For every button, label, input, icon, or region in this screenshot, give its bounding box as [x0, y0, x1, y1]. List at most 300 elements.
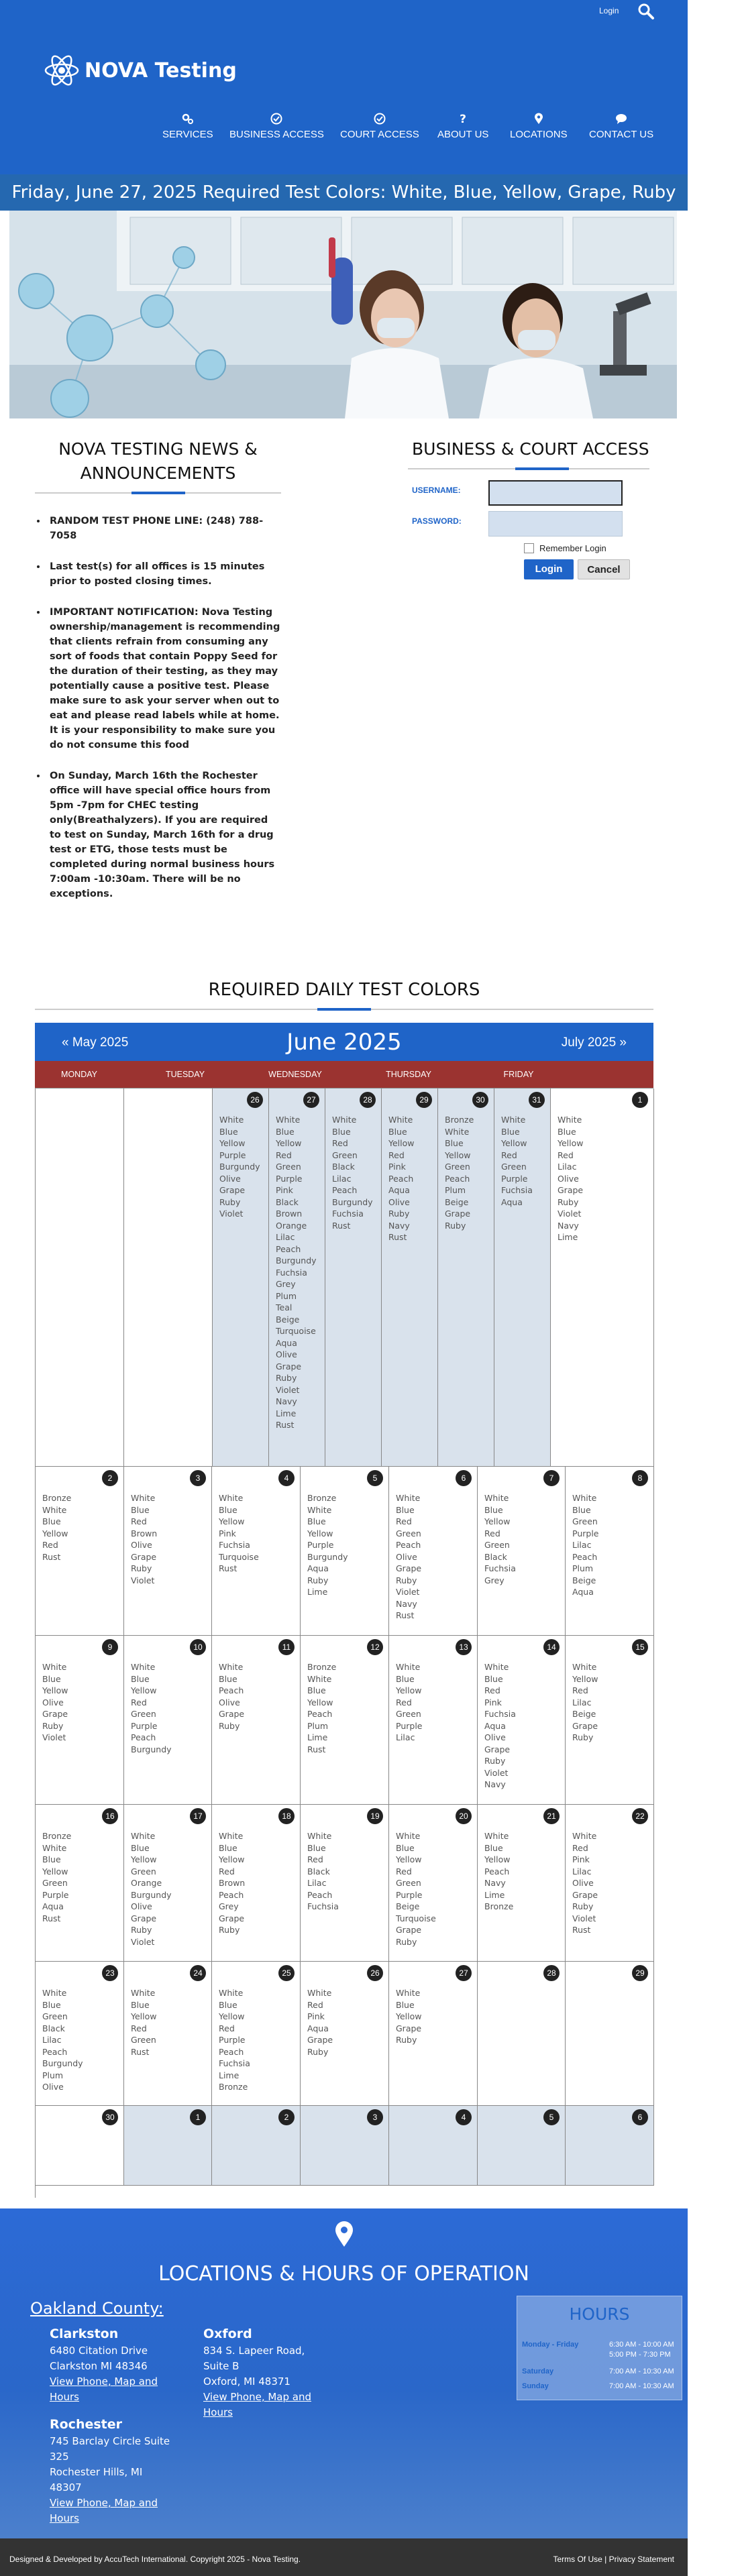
color-name: Violet — [396, 1587, 420, 1597]
color-name: Fuchsia — [484, 1563, 516, 1573]
office-address: 325 — [50, 2451, 69, 2463]
color-name: Pink — [484, 1697, 502, 1707]
nav-label: ABOUT US — [437, 129, 489, 140]
color-name: Grape — [572, 1720, 598, 1731]
color-name: White — [388, 1115, 413, 1125]
day-number: 12 — [367, 1639, 383, 1655]
color-name: Red — [332, 1138, 348, 1148]
next-month-label: July 2025 — [561, 1035, 617, 1050]
color-name: Yellow — [219, 2011, 245, 2021]
color-name: Green — [396, 1878, 421, 1888]
privacy-link[interactable]: Privacy Statement — [608, 2555, 674, 2564]
calendar-day-cell[interactable] — [478, 1962, 566, 2106]
color-name: Turquoise — [219, 1551, 259, 1562]
color-name: White — [42, 1662, 67, 1672]
calendar-day-cell[interactable] — [494, 1088, 551, 1467]
day-number: 14 — [543, 1639, 560, 1655]
color-name: Lilac — [572, 1697, 592, 1707]
terms-link[interactable]: Terms Of Use — [553, 2555, 602, 2564]
calendar-section-title — [35, 978, 653, 1010]
color-name: Ruby — [307, 2046, 329, 2057]
color-name: Olive — [131, 1901, 152, 1911]
color-name: Olive — [42, 1697, 64, 1707]
color-name: Beige — [276, 1314, 300, 1325]
remember-checkbox[interactable] — [524, 543, 534, 553]
calendar-day-cell[interactable] — [124, 1636, 212, 1805]
color-name: Rust — [307, 1744, 326, 1754]
day-number: 6 — [456, 1470, 472, 1486]
color-name: Rust — [388, 1232, 407, 1242]
calendar-day-cell[interactable] — [566, 1636, 654, 1805]
color-name: Bronze — [307, 1493, 337, 1503]
calendar-day-cell[interactable] — [301, 1962, 389, 2106]
color-name: Blue — [219, 1673, 237, 1684]
color-name: Yellow — [396, 1685, 422, 1695]
color-name: Blue — [307, 1516, 326, 1526]
office-clarkston — [50, 2325, 170, 2405]
color-name: Ruby — [307, 1575, 329, 1585]
calendar-day-cell[interactable] — [478, 1467, 566, 1636]
day-number: 9 — [102, 1639, 118, 1655]
color-name: Blue — [219, 1999, 237, 2010]
color-name: Red — [219, 1866, 235, 1877]
color-name: Red — [388, 1150, 405, 1160]
brand-logo[interactable] — [43, 52, 237, 89]
color-list — [332, 1114, 373, 1231]
color-name: White — [396, 1988, 421, 1998]
day-number: 6 — [632, 2109, 648, 2125]
color-name: Fuchsia — [501, 1185, 533, 1195]
color-list — [219, 1114, 260, 1220]
remember-row — [408, 538, 649, 558]
color-list — [388, 1114, 414, 1243]
day-number: 4 — [278, 1470, 295, 1486]
color-name: Navy — [484, 1878, 506, 1888]
color-name: Violet — [131, 1575, 155, 1585]
color-name: Grape — [131, 1551, 157, 1562]
color-name: Grape — [42, 1709, 68, 1719]
calendar-day-cell[interactable] — [212, 2106, 301, 2186]
prev-month-label: May 2025 — [72, 1035, 129, 1050]
office-address: Clarkston MI 48346 — [50, 2360, 148, 2372]
color-name: Blue — [131, 1999, 150, 2010]
color-name: Lime — [307, 1587, 328, 1597]
color-name: Ruby — [396, 2035, 417, 2045]
color-name: Pink — [276, 1185, 293, 1195]
hours-day: Monday - Friday — [522, 2341, 579, 2349]
color-name: Beige — [572, 1575, 596, 1585]
color-name: Aqua — [307, 2023, 329, 2033]
color-list — [572, 1492, 598, 1598]
color-name: White — [42, 1504, 67, 1515]
day-number: 5 — [543, 2109, 560, 2125]
nav-services[interactable] — [162, 113, 213, 140]
color-name: Red — [276, 1150, 292, 1160]
color-name: Black — [42, 2023, 65, 2033]
color-name: Blue — [307, 1685, 326, 1695]
color-name: Green — [396, 1709, 421, 1719]
color-name: Grape — [131, 1913, 157, 1923]
color-name: Blue — [572, 1504, 591, 1515]
day-number: 15 — [632, 1639, 648, 1655]
color-name: Ruby — [219, 1925, 240, 1935]
color-name: Grape — [396, 1563, 422, 1573]
color-name: Yellow — [445, 1150, 471, 1160]
color-name: Navy — [484, 1779, 506, 1789]
day-number: 3 — [190, 1470, 206, 1486]
day-number: 8 — [632, 1470, 648, 1486]
color-name: White — [501, 1115, 526, 1125]
calendar-day-cell[interactable] — [124, 2106, 212, 2186]
color-name: Burgundy — [42, 2058, 83, 2068]
password-row — [408, 507, 649, 538]
office-name: Rochester — [50, 2417, 123, 2432]
calendar-day-cell[interactable] — [438, 1088, 494, 1467]
color-list — [131, 1492, 157, 1586]
office-address: 834 S. Lapeer Road, — [203, 2345, 305, 2357]
color-name: Violet — [131, 1936, 155, 1947]
day-number: 26 — [367, 1965, 383, 1981]
color-name: Yellow — [131, 1685, 157, 1695]
day-number: 3 — [367, 2109, 383, 2125]
calendar-day-cell[interactable] — [566, 1467, 654, 1636]
color-name: Purple — [42, 1889, 69, 1900]
calendar-day-cell[interactable] — [212, 1636, 301, 1805]
color-name: Ruby — [558, 1196, 579, 1207]
color-name: Yellow — [42, 1685, 68, 1695]
color-name: Aqua — [42, 1901, 64, 1911]
calendar-day-cell[interactable] — [36, 2106, 124, 2186]
color-list — [131, 1830, 172, 1948]
calendar-day-cell[interactable] — [36, 1636, 124, 1805]
office-address: 6480 Citation Drive — [50, 2345, 148, 2357]
color-name: Purple — [307, 1540, 334, 1550]
color-name: Olive — [219, 1697, 240, 1707]
color-name: Blue — [219, 1504, 237, 1515]
nav-locations[interactable] — [510, 113, 568, 140]
divider — [35, 492, 281, 494]
map-pin-icon — [533, 113, 545, 125]
calendar-day-cell[interactable] — [382, 1088, 438, 1467]
nav-business-access[interactable] — [229, 113, 324, 140]
color-name: Blue — [307, 1842, 326, 1853]
color-name: Aqua — [572, 1587, 594, 1597]
color-list — [307, 1830, 339, 1913]
county-heading[interactable]: Oakland County: — [30, 2299, 164, 2318]
prev-month-link[interactable]: « May 2025 — [62, 1035, 129, 1050]
color-name: Red — [219, 2023, 235, 2033]
calendar-day-cell[interactable] — [301, 1805, 389, 1962]
color-name: Lilac — [332, 1173, 352, 1184]
day-number: 30 — [472, 1092, 488, 1108]
color-name: White — [484, 1493, 509, 1503]
calendar-day-cell[interactable] — [325, 1088, 382, 1467]
separator: | — [604, 2555, 607, 2564]
hero-image — [9, 211, 677, 418]
calendar-day-cell[interactable] — [124, 1962, 212, 2106]
color-name: Yellow — [388, 1138, 415, 1148]
color-name: Grape — [307, 2035, 333, 2045]
color-list — [307, 1492, 348, 1598]
color-name: Grape — [396, 1925, 422, 1935]
color-name: Red — [307, 1854, 323, 1864]
check-circle-icon — [374, 113, 386, 125]
calendar-day-cell[interactable] — [124, 1805, 212, 1962]
calendar-day-cell[interactable] — [301, 1467, 389, 1636]
color-name: Violet — [219, 1209, 244, 1219]
calendar-day-cell[interactable] — [124, 1467, 212, 1636]
color-name: White — [219, 1988, 244, 1998]
color-name: Peach — [332, 1185, 358, 1195]
color-name: Peach — [131, 1732, 156, 1742]
color-name: Grape — [445, 1209, 471, 1219]
day-number: 16 — [102, 1808, 118, 1824]
color-name: Peach — [219, 1685, 244, 1695]
nav-court-access[interactable] — [340, 113, 419, 140]
color-name: Olive — [388, 1196, 410, 1207]
color-name: Green — [501, 1162, 527, 1172]
color-name: Purple — [572, 1528, 599, 1538]
color-name: Orange — [276, 1220, 307, 1231]
calendar-day-cell[interactable] — [389, 1467, 478, 1636]
color-name: Blue — [332, 1126, 351, 1137]
remember-login[interactable] — [524, 543, 606, 553]
calendar-day-cell[interactable] — [566, 1805, 654, 1962]
color-name: Lilac — [276, 1232, 295, 1242]
color-name: Purple — [276, 1173, 303, 1184]
color-name: Olive — [484, 1732, 506, 1742]
color-name: Blue — [396, 1842, 415, 1853]
color-name: Peach — [484, 1866, 510, 1877]
color-name: Lilac — [42, 2035, 62, 2045]
copyright: Designed & Developed by AccuTech International. Copyright 2025 - Nova Testing. — [9, 2555, 301, 2564]
color-name: Violet — [484, 1767, 509, 1778]
color-name: Blue — [396, 1504, 415, 1515]
color-name: Ruby — [396, 1936, 417, 1947]
color-list — [484, 1661, 516, 1791]
office-address: Oxford, MI 48371 — [203, 2375, 290, 2388]
color-name: Grey — [484, 1575, 505, 1585]
color-name: Blue — [484, 1504, 503, 1515]
color-name: Purple — [396, 1720, 423, 1731]
site-header — [0, 23, 688, 174]
day-number: 25 — [278, 1965, 295, 1981]
color-name: Yellow — [131, 1854, 157, 1864]
color-name: Olive — [572, 1878, 594, 1888]
color-name: Red — [396, 1697, 412, 1707]
color-name: Ruby — [42, 1720, 64, 1731]
calendar-day-cell[interactable] — [269, 1088, 325, 1467]
calendar-day-cell[interactable] — [478, 1636, 566, 1805]
username-input[interactable] — [488, 480, 623, 506]
color-name: Red — [131, 1697, 147, 1707]
nav-contact-us[interactable] — [589, 113, 653, 140]
day-number: 5 — [367, 1470, 383, 1486]
color-name: White — [131, 1662, 156, 1672]
color-list — [484, 1830, 513, 1913]
brand-name: NOVA Testing — [85, 58, 237, 82]
color-name: Green — [572, 1516, 598, 1526]
color-name: Red — [558, 1150, 574, 1160]
calendar-day-cell[interactable] — [566, 1962, 654, 2106]
button-row — [408, 558, 649, 589]
color-name: Grape — [572, 1889, 598, 1900]
color-list — [42, 1830, 71, 1924]
day-number: 2 — [278, 2109, 295, 2125]
calendar-day-cell[interactable] — [212, 1467, 301, 1636]
calendar-empty-cell — [36, 1088, 124, 1467]
news-list — [35, 514, 281, 901]
color-name: Olive — [42, 2082, 64, 2092]
calendar-day-cell[interactable] — [301, 2106, 389, 2186]
color-name: Peach — [219, 2046, 244, 2057]
color-name: Violet — [276, 1384, 300, 1395]
color-name: Aqua — [388, 1185, 410, 1195]
color-name: White — [219, 1493, 244, 1503]
office-oxford — [203, 2325, 324, 2420]
color-name: Burgundy — [307, 1551, 348, 1562]
calendar-day-cell[interactable] — [389, 1805, 478, 1962]
color-name: Peach — [276, 1243, 301, 1254]
day-number: 22 — [632, 1808, 648, 1824]
calendar-day-cell[interactable] — [566, 2106, 654, 2186]
color-name: Aqua — [484, 1720, 506, 1731]
color-name: Blue — [42, 1854, 61, 1864]
color-name: Fuchsia — [219, 2058, 250, 2068]
color-name: White — [572, 1493, 597, 1503]
calendar-day-cell[interactable] — [212, 1962, 301, 2106]
color-name: Fuchsia — [219, 1540, 250, 1550]
calendar-grid — [35, 1088, 653, 2198]
color-name: White — [131, 1493, 156, 1503]
calendar-day-cell[interactable] — [478, 2106, 566, 2186]
password-label: PASSWORD: — [412, 516, 462, 526]
nav-label: BUSINESS ACCESS — [229, 129, 324, 140]
news-title-line: NOVA TESTING NEWS & — [58, 439, 258, 459]
news-title-line: ANNOUNCEMENTS — [80, 463, 236, 483]
color-name: Purple — [501, 1173, 528, 1184]
calendar-day-cell[interactable] — [389, 2106, 478, 2186]
color-name: Blue — [501, 1126, 520, 1137]
calendar-day-cell[interactable] — [36, 1805, 124, 1962]
color-name: White — [42, 1988, 67, 1998]
divider — [408, 468, 649, 469]
color-name: Blue — [276, 1126, 295, 1137]
color-name: White — [332, 1115, 357, 1125]
color-name: White — [445, 1126, 470, 1137]
calendar-day-cell[interactable] — [36, 1962, 124, 2106]
color-name: Rust — [42, 1913, 61, 1923]
calendar-day-cell[interactable] — [213, 1088, 269, 1467]
color-name: Burgundy — [332, 1196, 373, 1207]
color-name: Blue — [484, 1673, 503, 1684]
color-list — [219, 1661, 244, 1732]
day-number: 29 — [632, 1965, 648, 1981]
color-name: Green — [131, 1866, 156, 1877]
color-name: Ruby — [388, 1209, 410, 1219]
color-name: Purple — [131, 1720, 158, 1731]
color-name: Beige — [396, 1901, 420, 1911]
color-list — [484, 1492, 516, 1586]
nav-about-us[interactable] — [437, 113, 488, 140]
color-name: Blue — [42, 1516, 61, 1526]
color-name: Green — [332, 1150, 358, 1160]
color-name: Red — [42, 1540, 58, 1550]
color-name: Rust — [131, 2046, 150, 2057]
calendar-day-cell[interactable] — [389, 1636, 478, 1805]
color-name: Bronze — [484, 1901, 514, 1911]
day-number: 17 — [190, 1808, 206, 1824]
color-name: Yellow — [131, 2011, 157, 2021]
locations-footer — [0, 2208, 688, 2538]
color-name: Blue — [484, 1842, 503, 1853]
office-link[interactable]: View Phone, Map and Hours — [203, 2391, 312, 2418]
color-name: White — [396, 1493, 421, 1503]
color-name: Blue — [131, 1504, 150, 1515]
color-list — [307, 1987, 333, 2058]
login-button[interactable]: Login — [524, 559, 574, 579]
color-name: Aqua — [276, 1337, 297, 1348]
color-name: Blue — [388, 1126, 407, 1137]
color-name: Lilac — [558, 1162, 577, 1172]
color-name: Green — [445, 1162, 470, 1172]
color-name: Olive — [276, 1349, 297, 1359]
color-name: Red — [484, 1685, 500, 1695]
color-list — [396, 1830, 436, 1948]
calendar-title: REQUIRED DAILY TEST COLORS — [208, 980, 480, 1000]
color-name: Bronze — [307, 1662, 337, 1672]
password-input[interactable] — [488, 511, 623, 537]
color-name: Burgundy — [131, 1889, 172, 1900]
test-colors-banner: Friday, June 27, 2025 Required Test Colors: White, Blue, Yellow, Grape, Ruby — [0, 174, 688, 211]
color-name: Grape — [396, 2023, 422, 2033]
color-name: Ruby — [131, 1563, 152, 1573]
color-list — [219, 1492, 259, 1575]
calendar-day-cell[interactable] — [212, 1805, 301, 1962]
color-name: Olive — [219, 1173, 241, 1184]
login-link[interactable]: Login — [599, 6, 619, 15]
color-list — [219, 1987, 250, 2093]
color-name: Navy — [396, 1598, 417, 1609]
calendar-day-cell[interactable] — [389, 1962, 478, 2106]
search-icon[interactable] — [637, 3, 655, 20]
top-bar — [0, 0, 688, 23]
office-link[interactable]: View Phone, Map and Hours — [50, 2497, 158, 2524]
color-name: Yellow — [219, 1854, 245, 1864]
weekday-header — [35, 1061, 653, 1088]
next-month-link[interactable]: July 2025 » — [561, 1035, 627, 1050]
nav-label: LOCATIONS — [510, 129, 568, 140]
color-name: Violet — [572, 1913, 596, 1923]
color-name: Peach — [219, 1889, 244, 1900]
color-name: Ruby — [219, 1720, 240, 1731]
color-name: White — [307, 1831, 332, 1841]
color-name: Purple — [219, 2035, 246, 2045]
access-section — [408, 437, 649, 589]
cancel-button[interactable]: Cancel — [578, 559, 630, 579]
calendar-day-cell[interactable] — [551, 1088, 654, 1467]
color-name: Ruby — [219, 1196, 241, 1207]
nav-label: SERVICES — [162, 129, 213, 140]
office-link[interactable]: View Phone, Map and Hours — [50, 2375, 158, 2403]
color-name: White — [42, 1842, 67, 1853]
color-name: Rust — [332, 1220, 351, 1231]
weekday-label: TUESDAY — [165, 1070, 205, 1079]
color-name: Pink — [219, 1528, 236, 1538]
calendar-day-cell[interactable] — [478, 1805, 566, 1962]
calendar-day-cell[interactable] — [301, 1636, 389, 1805]
calendar-day-cell[interactable] — [36, 1467, 124, 1636]
